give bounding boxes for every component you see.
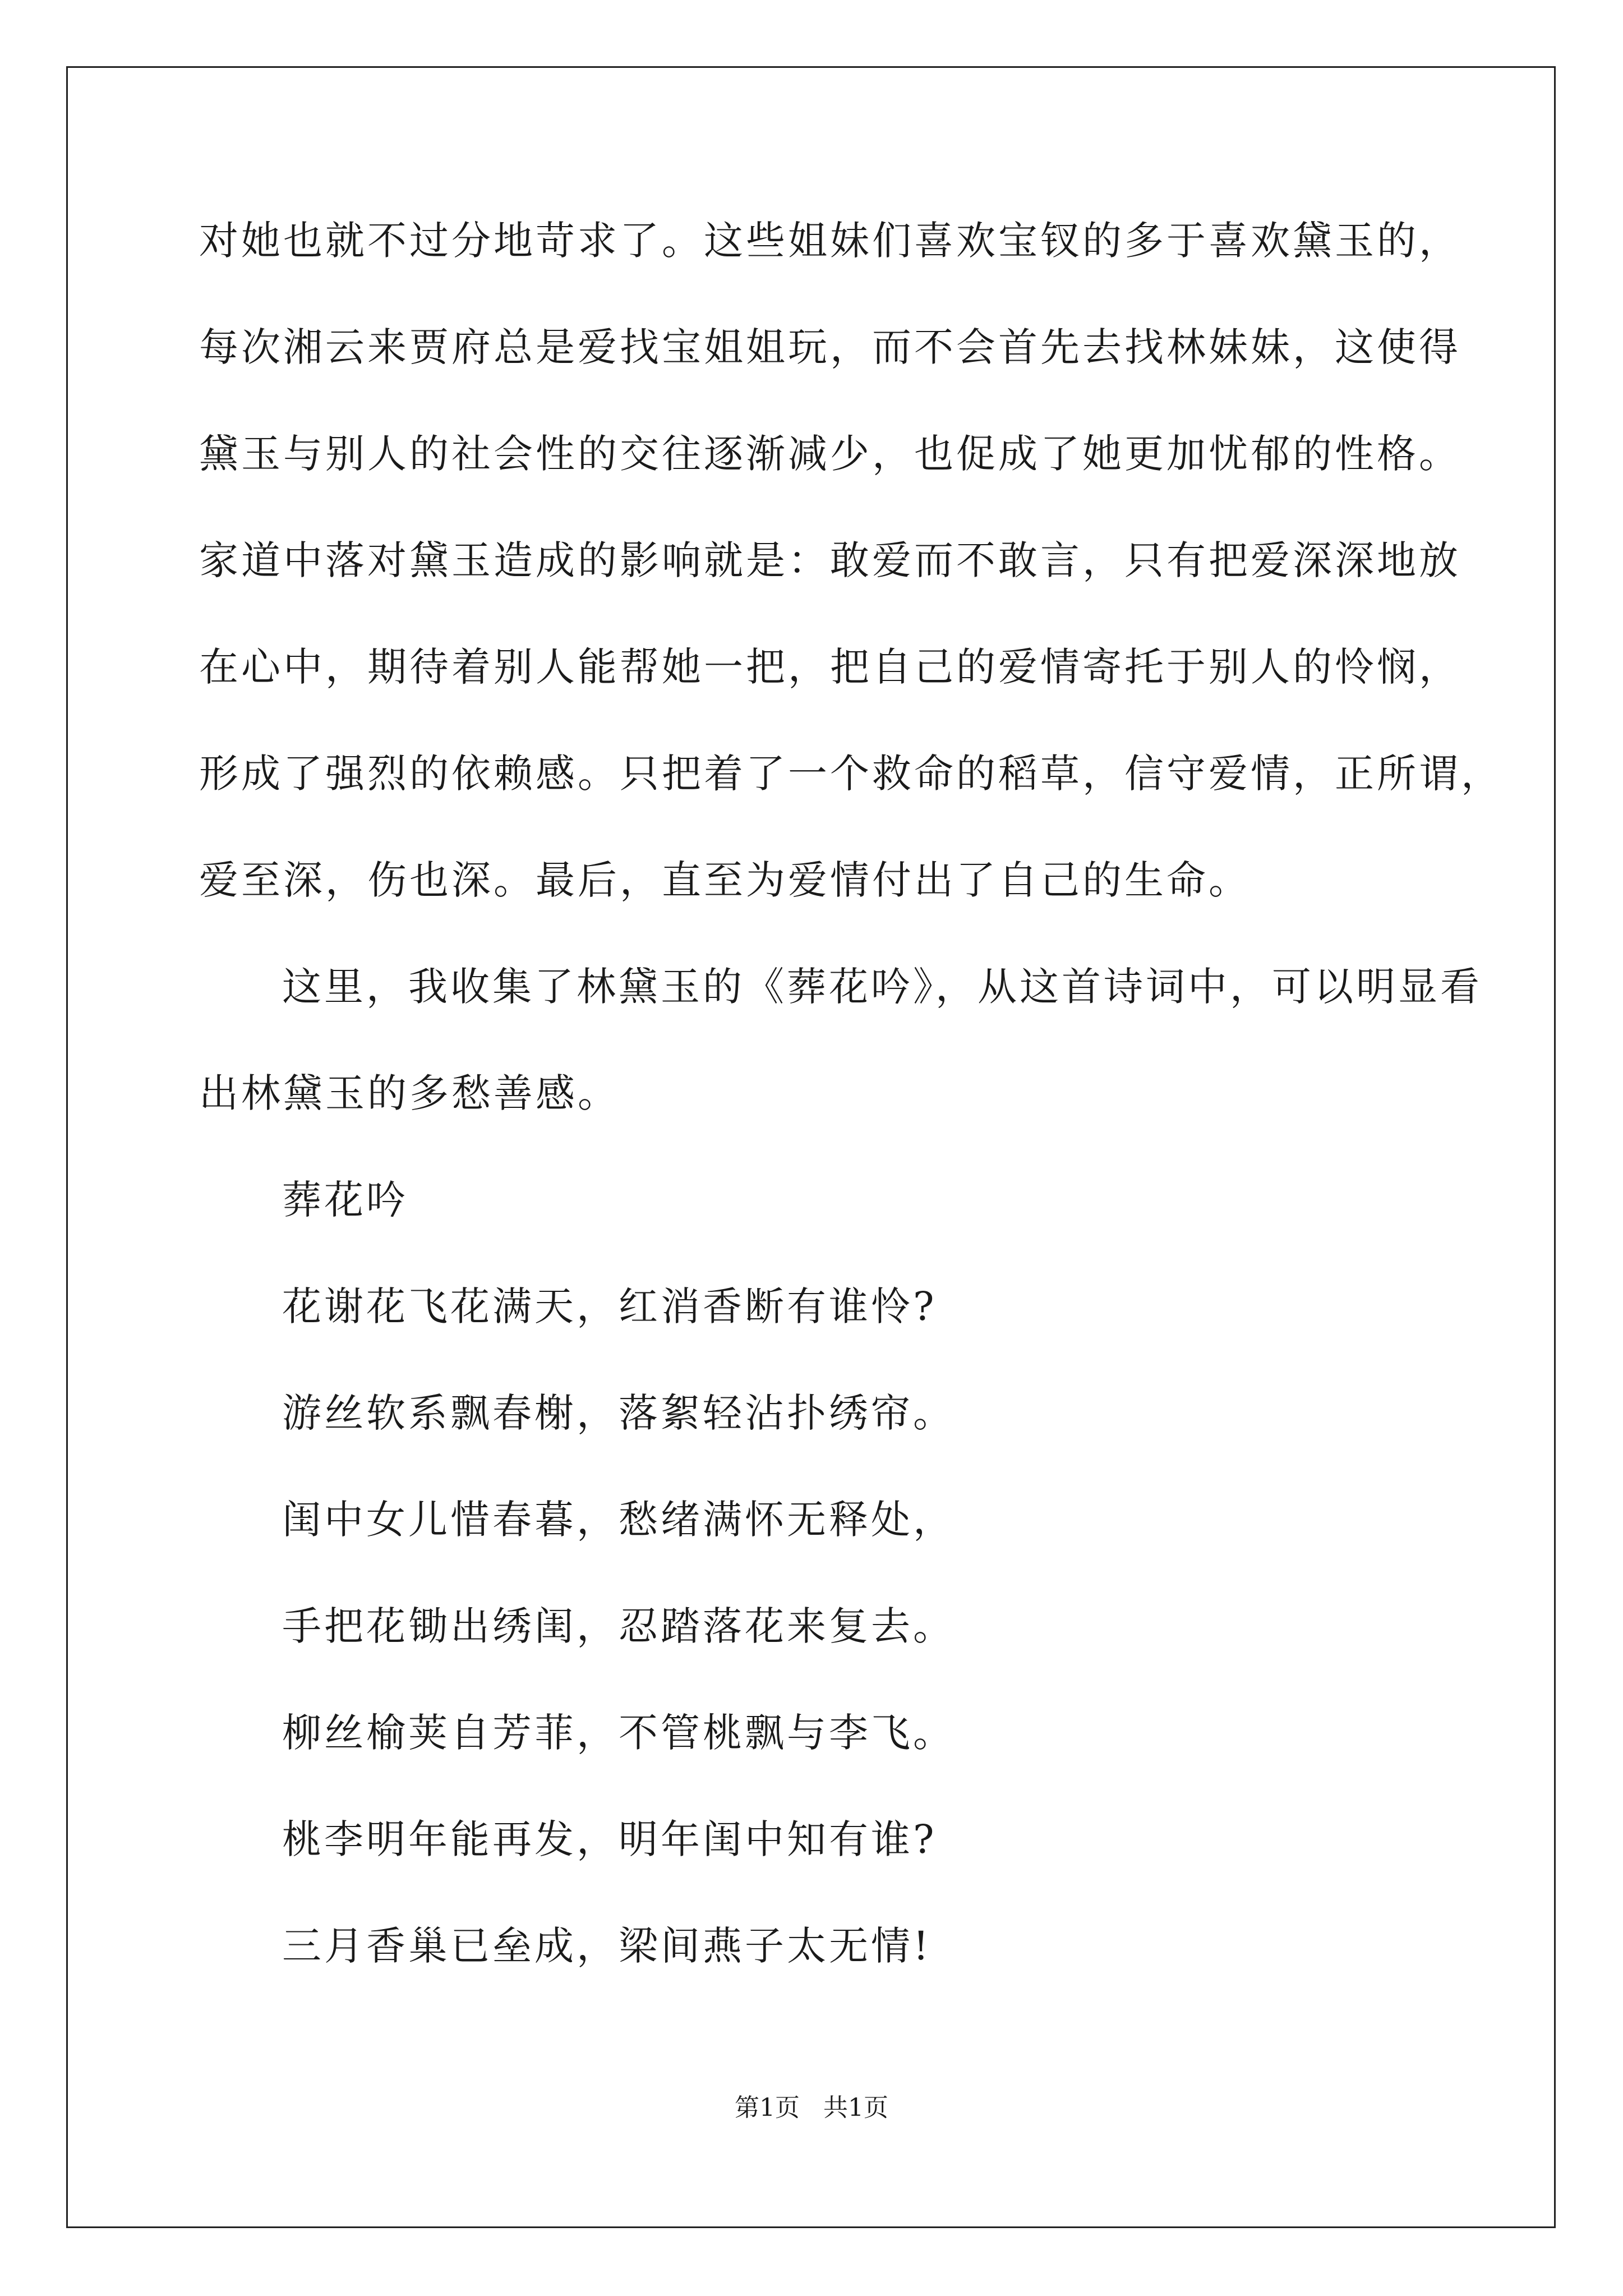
poem-line: 花谢花飞花满天，红消香断有谁怜? — [282, 1283, 937, 1329]
poem-line: 桃李明年能再发，明年闺中知有谁? — [282, 1816, 937, 1862]
poem-line: 柳丝榆荚自芳菲，不管桃飘与李飞。 — [282, 1710, 955, 1756]
body-line: 形成了强烈的依赖感。只把着了一个救命的稻草，信守爱情，正所谓， — [199, 751, 1503, 797]
poem-line: 闺中女儿惜春暮，愁绪满怀无释处， — [282, 1497, 955, 1543]
page-number-footer: 第1页 共1页 — [735, 2093, 888, 2122]
poem-line: 手把花锄出绣闺，忍踏落花来复去。 — [282, 1603, 955, 1649]
poem-line: 三月香巢已垒成，梁间燕子太无情! — [282, 1923, 932, 1969]
poem-title: 葬花吟 — [282, 1177, 408, 1223]
body-line: 爱至深，伤也深。最后，直至为爱情付出了自己的生命。 — [199, 857, 1251, 903]
body-line: 每次湘云来贾府总是爱找宝姐姐玩，而不会首先去找林妹妹，这使得 — [199, 324, 1461, 370]
page-border — [66, 66, 1556, 2228]
body-line: 黛玉与别人的社会性的交往逐渐减少，也促成了她更加忧郁的性格。 — [199, 431, 1461, 477]
body-line: 家道中落对黛玉造成的影响就是：敢爱而不敢言，只有把爱深深地放 — [199, 537, 1461, 583]
body-line: 对她也就不过分地苛求了。这些姐妹们喜欢宝钗的多于喜欢黛玉的， — [199, 218, 1461, 264]
body-line: 出林黛玉的多愁善感。 — [199, 1070, 620, 1116]
poem-line: 游丝软系飘春榭，落絮轻沾扑绣帘。 — [282, 1390, 955, 1436]
body-line: 这里，我收集了林黛玉的《葬花吟》，从这首诗词中，可以明显看 — [282, 964, 1482, 1010]
body-line: 在心中，期待着别人能帮她一把，把自己的爱情寄托于别人的怜悯， — [199, 644, 1461, 690]
